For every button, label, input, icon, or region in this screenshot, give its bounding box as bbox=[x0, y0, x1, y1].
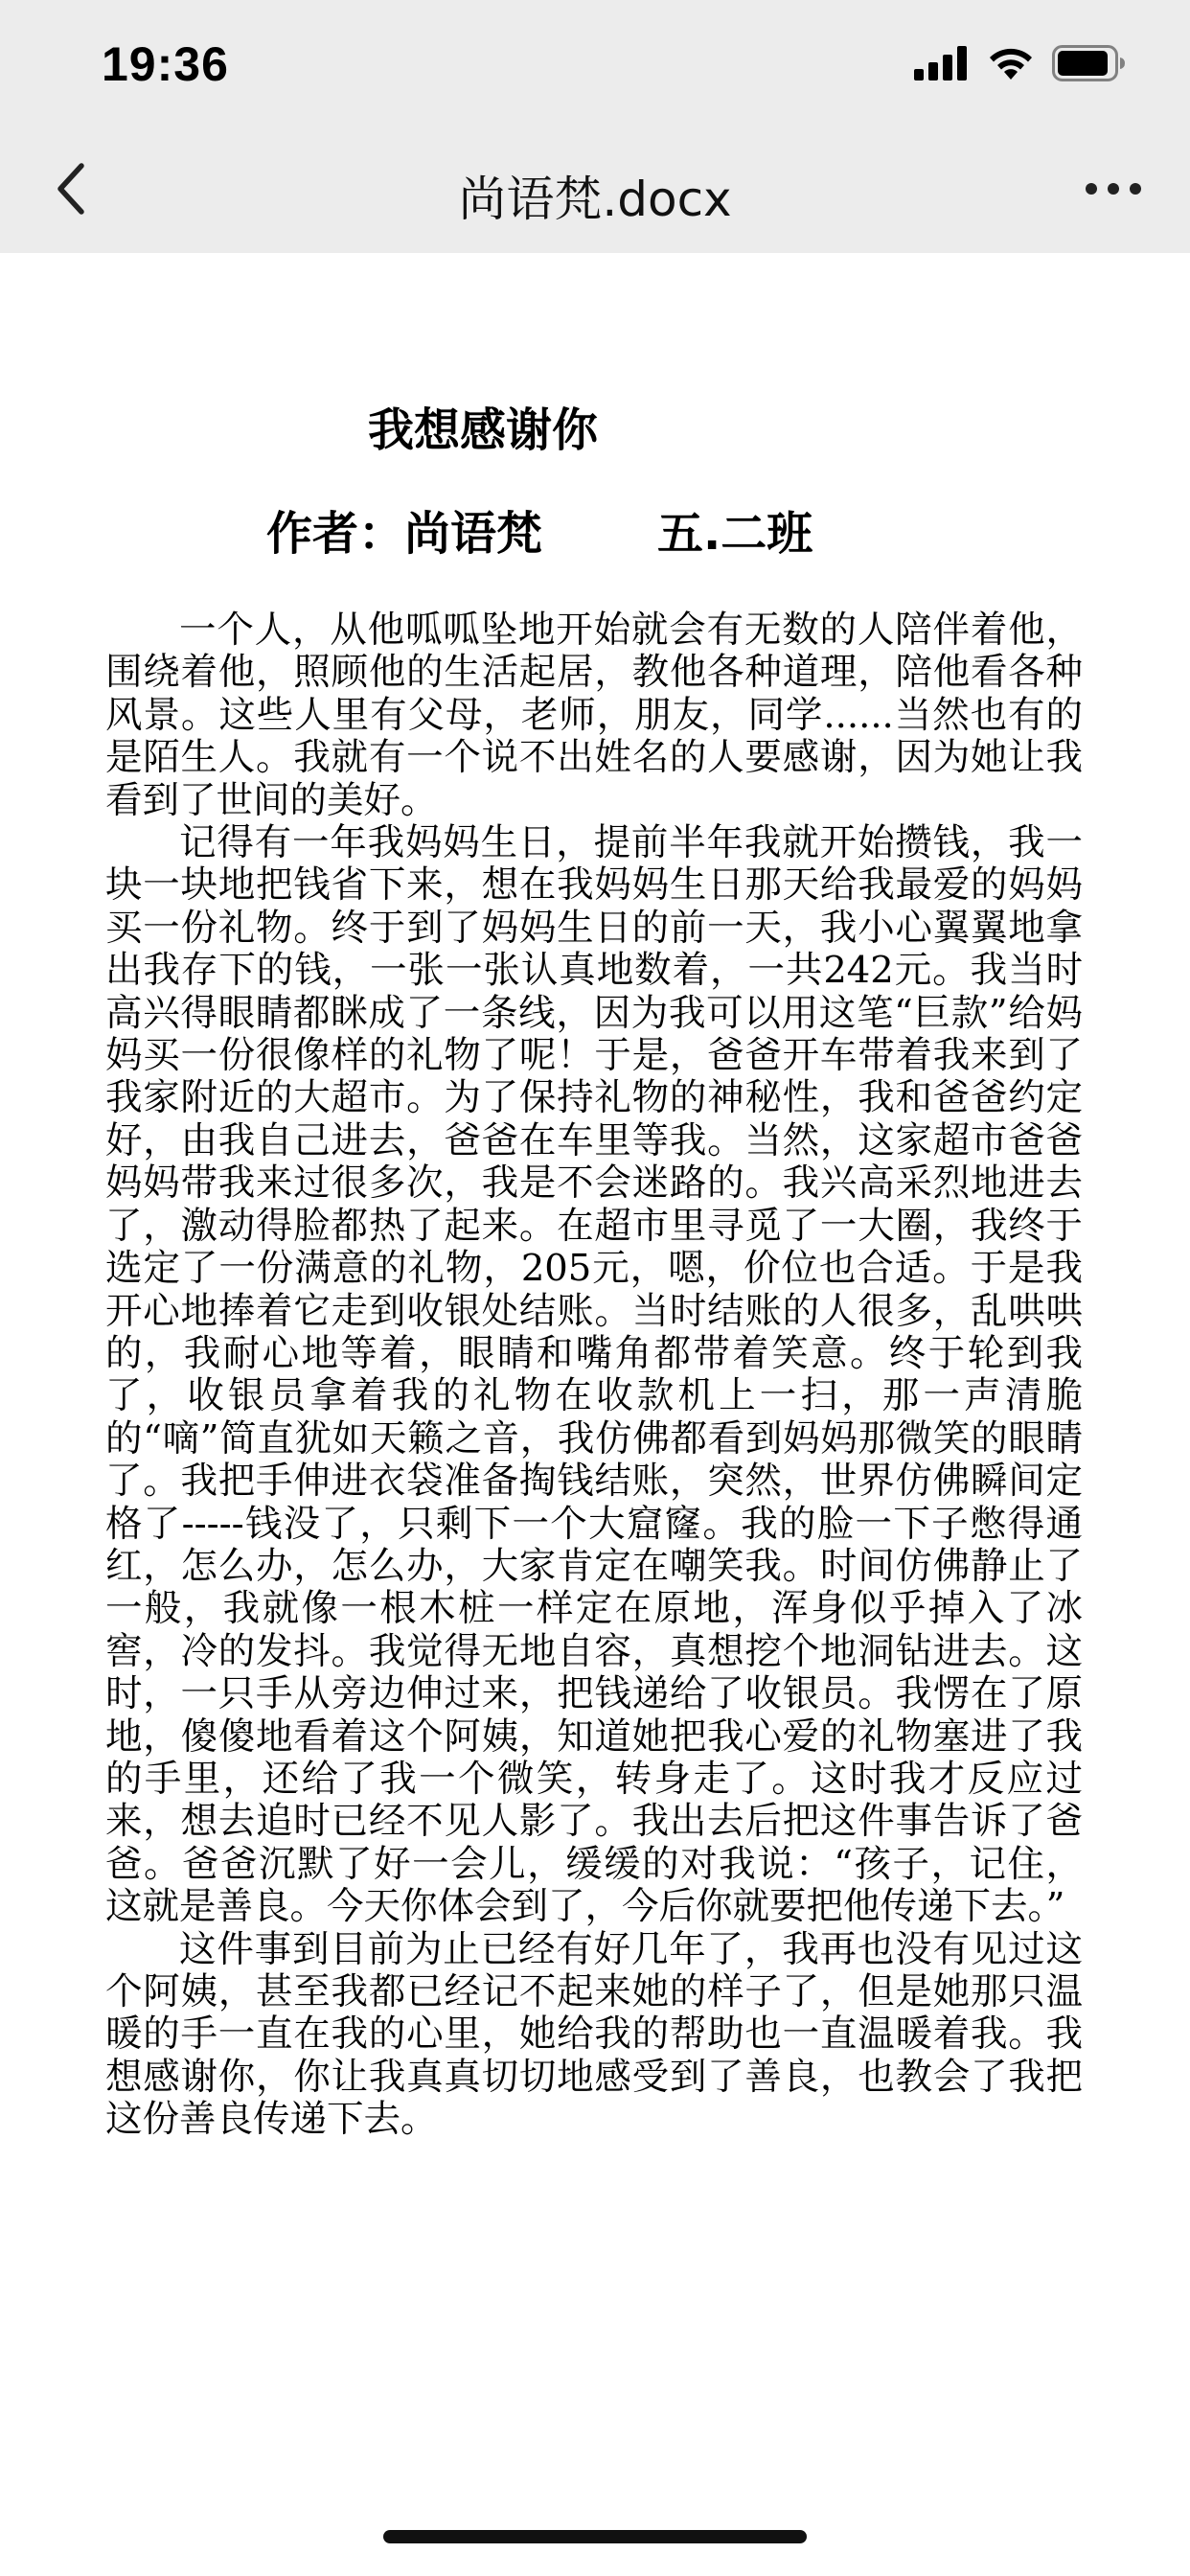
paragraph: 这件事到目前为止已经有好几年了，我再也没有见过这个阿姨，甚至我都已经记不起来她的样子了，但是她那只温暖的手一直在我的心里，她给我的帮助也一直温暖着我。我想感谢你，你让我真真切切地感受到了善良，也教会了我把这份善良传递下去。 bbox=[105, 1927, 1083, 2142]
chevron-left-icon bbox=[53, 160, 91, 218]
battery-icon bbox=[1052, 45, 1127, 85]
document-author-line bbox=[266, 496, 812, 563]
class-label: 五.二班 bbox=[657, 507, 813, 561]
ellipsis-icon bbox=[1085, 182, 1142, 196]
nav-bar bbox=[0, 126, 1190, 253]
app-header bbox=[0, 0, 1190, 253]
document-file-name: 尚语梵.docx bbox=[458, 172, 732, 227]
back-button[interactable] bbox=[38, 155, 105, 222]
document-page[interactable] bbox=[0, 253, 1190, 2576]
paragraph: 一个人，从他呱呱坠地开始就会有无数的人陪伴着他，围绕着他，照顾他的生活起居，教他各种道理，陪他看各种风景。这些人里有父母，老师，朋友，同学......当然也有的是陌生人。我就有一个说不出姓名的人要感谢，因为她让我看到了世间的美好。 bbox=[105, 609, 1083, 822]
status-bar bbox=[0, 0, 1190, 126]
cellular-signal-icon bbox=[914, 46, 970, 84]
author-label: 作者：尚语梵 bbox=[266, 507, 543, 561]
status-icons bbox=[914, 44, 1127, 86]
paragraph: 记得有一年我妈妈生日，提前半年我就开始攒钱，我一块一块地把钱省下来，想在我妈妈生日那天给我最爱的妈妈买一份礼物。终于到了妈妈生日的前一天，我小心翼翼地拿出我存下的钱，一张一张认真地数着，一共242元。我当时高兴得眼睛都眯成了一条线，因为我可以用这笔“巨款”给妈妈买一份很像样的礼物了呢！于是，爸爸开车带着我来到了我家附近的大超市。为了保持礼物的神秘性，我和爸爸约定好，由我自己进去，爸爸在车里等我。当然，这家超市爸爸妈妈带我来过很多次，我是不会迷路的。我兴高采烈地进去了，激动得脸都热了起来。在超市里寻觅了一大圈，我终于选定了一份满意的礼物，205元，嗯，价位也合适。于是我开心地捧着它走到收银处结账。当时结账的人很多，乱哄哄的，我耐心地等着，眼睛和嘴角都带着笑意。终于轮到我了，收银员拿着我的礼物在收款机上一扫，那一声清脆的“嘀”简直犹如天籁之音，我仿佛都看到妈妈那微笑的眼睛了。我把手伸进衣袋准备掏钱结账，突然，世界仿佛瞬间定格了-----钱没了，只剩下一个大窟窿。我的脸一下子憋得通红，怎么办，怎么办，大家肯定在嘲笑我。时间仿佛静止了一般，我就像一根木桩一样定在原地，浑身似乎掉入了冰窖，冷的发抖。我觉得无地自容，真想挖个地洞钻进去。这时，一只手从旁边伸过来，把钱递给了收银员。我愣在了原地，傻傻地看着这个阿姨，知道她把我心爱的礼物塞进了我的手里，还给了我一个微笑，转身走了。这时我才反应过来，想去追时已经不见人影了。我出去后把这件事告诉了爸爸。爸爸沉默了好一会儿，缓缓的对我说：“孩子，记住，这就是善良。今天你体会到了，今后你就要把他传递下去。” bbox=[105, 821, 1083, 1929]
more-options-button[interactable] bbox=[1075, 155, 1152, 222]
wifi-icon bbox=[987, 45, 1035, 85]
document-title: 我想感谢你 bbox=[367, 403, 598, 457]
status-time: 19:36 bbox=[102, 37, 229, 91]
home-indicator[interactable] bbox=[383, 2530, 807, 2543]
document-body bbox=[105, 610, 1083, 2142]
